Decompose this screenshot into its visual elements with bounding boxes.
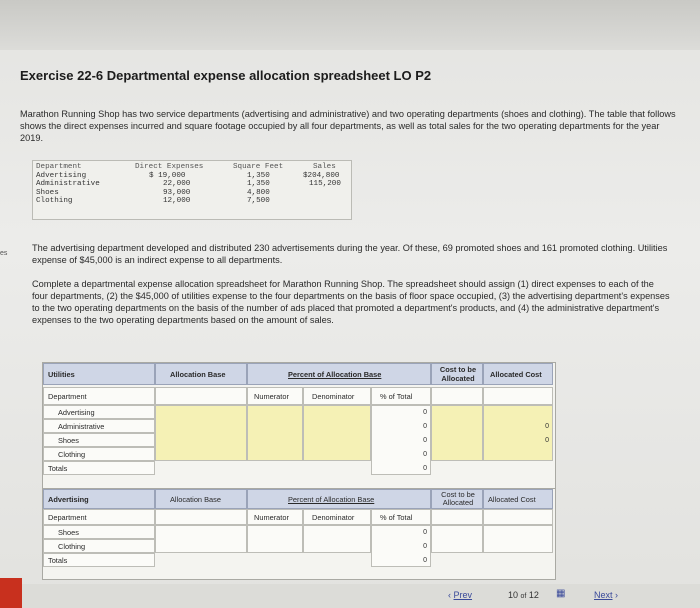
ws2-department-cell <box>43 509 155 525</box>
ws1-allocated-cost-label: Allocated Cost <box>490 370 542 379</box>
ws1-numerator-label: Numerator <box>254 392 289 401</box>
ws1-cost-blank <box>431 387 483 405</box>
ws2-allocated-blank <box>483 509 553 525</box>
page-title: Exercise 22-6 Departmental expense allocation spreadsheet LO P2 <box>20 68 432 83</box>
ws1-row-label <box>43 447 155 461</box>
dt-header-sales: Sales <box>313 163 336 171</box>
ws1-pct-value: 0 <box>423 423 427 430</box>
ws2-row-label <box>43 539 155 553</box>
ws1-allocation-base-label: Allocation Base <box>170 370 226 379</box>
ws2-row-label <box>43 525 155 539</box>
dt-dept: Shoes <box>36 188 59 197</box>
dt-square-feet: 1,350 <box>247 171 270 180</box>
dt-dept: Administrative <box>36 180 100 189</box>
dt-header-direct-expenses: Direct Expenses <box>135 163 204 171</box>
chevron-right-icon: › <box>615 590 619 600</box>
dt-dept: Clothing <box>36 197 73 206</box>
prev-button[interactable] <box>448 590 472 600</box>
chevron-left-icon: ‹ <box>448 590 451 600</box>
ws1-allocated-blank <box>483 387 553 405</box>
ws1-row-totals: Totals <box>48 464 68 473</box>
ws2-percent-label: Percent of Allocation Base <box>288 495 375 504</box>
ws1-row-clothing: Clothing <box>58 450 86 459</box>
ws1-department-cell <box>43 387 155 405</box>
dt-direct-expense: 12,000 <box>163 197 191 206</box>
ws1-denominator-label: Denominator <box>312 392 355 401</box>
ws2-row-shoes: Shoes <box>58 528 79 537</box>
ws1-pct-total-label: % of Total <box>380 392 413 401</box>
next-label: Next <box>594 590 613 600</box>
dt-sales: 115,200 <box>309 180 341 189</box>
ws2-allocated-cost-header <box>483 489 553 509</box>
ws2-denominator-label: Denominator <box>312 513 355 522</box>
ws1-title-cell <box>43 363 155 385</box>
ws1-title: Utilities <box>48 370 75 379</box>
publisher-logo <box>0 578 22 608</box>
ws2-denominator-input[interactable] <box>303 525 371 553</box>
ws2-numerator-label: Numerator <box>254 513 289 522</box>
side-tag: es <box>0 250 8 257</box>
dt-direct-expense: $ 19,000 <box>149 171 186 180</box>
ws1-cost-header <box>431 363 483 385</box>
next-button[interactable] <box>594 590 618 600</box>
ws1-row-shoes: Shoes <box>58 436 79 445</box>
page-indicator <box>508 590 539 600</box>
data-table <box>32 160 352 220</box>
prev-label: Prev <box>453 590 473 600</box>
ws1-percent-label: Percent of Allocation Base <box>288 370 382 379</box>
advertising-worksheet <box>42 488 556 580</box>
ws1-denominator-input[interactable] <box>303 405 371 461</box>
ws2-alloc-base-blank <box>155 509 247 525</box>
ws2-pct-total-label: % of Total <box>380 513 413 522</box>
ws1-allocated-value: 0 <box>545 437 549 444</box>
ws1-pct-total-col <box>371 405 431 475</box>
ws1-pct-total-cell <box>371 387 431 405</box>
ws1-cost-input[interactable] <box>431 405 483 461</box>
ws2-allocation-base-input[interactable] <box>155 525 247 553</box>
page-of: of <box>520 593 527 600</box>
dt-direct-expense: 22,000 <box>163 180 191 189</box>
ws1-allocation-base-input[interactable] <box>155 405 247 461</box>
dt-square-feet: 1,350 <box>247 180 270 189</box>
ws1-alloc-base-blank <box>155 387 247 405</box>
ws1-cost-label: Cost to be Allocated <box>439 365 477 383</box>
ws2-cost-label: Cost to be Allocated <box>441 490 475 507</box>
page-total: 12 <box>528 590 539 600</box>
ws1-row-label <box>43 433 155 447</box>
ws1-row-administrative: Administrative <box>58 422 105 431</box>
dt-header-square-feet: Square Feet <box>233 163 284 171</box>
grid-icon[interactable]: ▦ <box>556 588 566 599</box>
ws1-pct-value: 0 <box>423 437 427 444</box>
ws1-department-label: Department <box>48 392 87 401</box>
ws2-cost-blank <box>431 509 483 525</box>
ws2-pct-total-cell <box>371 509 431 525</box>
ws2-percent-header <box>247 489 431 509</box>
ws2-denominator-cell <box>303 509 371 525</box>
ws1-row-advertising: Advertising <box>58 408 95 417</box>
ws1-row-label <box>43 419 155 433</box>
ws2-pct-value: 0 <box>423 557 427 564</box>
dt-square-feet: 7,500 <box>247 197 270 206</box>
top-band <box>0 0 700 50</box>
ws2-allocation-base-header <box>155 489 247 509</box>
ws1-numerator-input[interactable] <box>247 405 303 461</box>
dt-dept: Advertising <box>36 171 87 180</box>
instructions-paragraph: Complete a departmental expense allocation spreadsheet for Marathon Running Shop. The spreadsheet should assign (1) direct expenses to each of the four departments, (2) the $45,000 of utilities expense to the four departments on the basis of floor space occupied, (3) the advertising department's expenses to the two operating departments on the basis of the number of ads placed that promoted a department's products, and (4) the administrative department's expenses to the two operating departments based on the amount of sales. <box>32 279 670 325</box>
utilities-worksheet <box>42 362 556 490</box>
ws1-pct-value: 0 <box>423 409 427 416</box>
ws1-row-label <box>43 405 155 419</box>
ws2-allocated-cost-label: Allocated Cost <box>488 495 536 504</box>
ws2-pct-total-col <box>371 525 431 567</box>
dt-direct-expense: 93,000 <box>163 188 191 197</box>
ws2-title: Advertising <box>48 495 89 504</box>
ws2-allocation-base-label: Allocation Base <box>170 495 221 504</box>
ws2-cost-input[interactable] <box>431 525 483 553</box>
ws1-allocation-base-header <box>155 363 247 385</box>
ws2-row-totals: Totals <box>48 556 68 565</box>
dt-header-department: Department <box>36 163 82 171</box>
ws1-row-label <box>43 461 155 475</box>
ws2-row-label <box>43 553 155 567</box>
ws2-title-cell <box>43 489 155 509</box>
ws1-allocated-cost-header <box>483 363 553 385</box>
ws1-allocated-value: 0 <box>545 423 549 430</box>
dt-square-feet: 4,800 <box>247 188 270 197</box>
intro-paragraph: Marathon Running Shop has two service departments (advertising and administrative) and two operating departments (shoes and clothing). The table that follows shows the direct expenses incurred and square footage occupied by all four departments, as well as total sales for the two operating departments for the year 2019. <box>20 109 676 143</box>
ws1-denominator-cell <box>303 387 371 405</box>
page-current: 10 <box>508 590 519 600</box>
ws2-cost-header <box>431 489 483 509</box>
ws2-numerator-cell <box>247 509 303 525</box>
ws2-pct-value: 0 <box>423 543 427 550</box>
ws2-row-clothing: Clothing <box>58 542 86 551</box>
ws2-allocated-cost-input[interactable] <box>483 525 553 553</box>
ws1-pct-value: 0 <box>423 465 427 472</box>
ws1-allocated-cost-col[interactable] <box>483 405 553 461</box>
ws2-department-label: Department <box>48 513 87 522</box>
ws1-percent-header <box>247 363 431 385</box>
ws2-pct-value: 0 <box>423 529 427 536</box>
dt-sales: $204,800 <box>303 171 340 180</box>
ads-paragraph: The advertising department developed and distributed 230 advertisements during the year. Of these, 69 promoted shoes and 161 promoted clothing. Utilities expense of $45,000 is an indirect expense to all departments. <box>32 243 668 265</box>
ws1-pct-value: 0 <box>423 451 427 458</box>
ws2-numerator-input[interactable] <box>247 525 303 553</box>
ws1-numerator-cell <box>247 387 303 405</box>
